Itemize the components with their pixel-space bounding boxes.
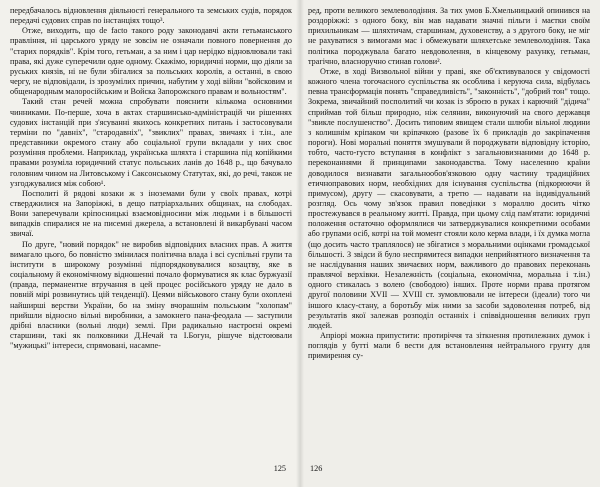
paragraph: передбачалось відновлення діяльності генерального та земських судів, порядок передачі судових справ по інстанціях тощо³. (10, 6, 292, 26)
paragraph: ред, проти великого землеволодіння. За тих умов Б.Хмельницький опинився на роздоріжжі: з одного боку, він мав надавати значні пільги і маєтки своїм прихильникам — шляхтичам, старшинам, духовенству, а з другого боку, не міг не рахуватися з вимогами мас і обмежувати шляхетське землеволодіння. Така політика породжувала багато невдоволення, в кінцевому рахунку, гетьман, трагічно, власноручно стинав голови². (308, 6, 590, 66)
paragraph: Посполиті й рядові козаки ж з іноземами були у своїх правах, котрі стверджилися на Запоріжжі, в дещо патріархальних общинах, на слободах. Вони заперечували кріпосницькі взаємовідносини між людьми і в більшості випадків спиралися не на писемні джерела, а встановлені й викарбувані часом звичаї. (10, 188, 292, 239)
right-page-text (308, 6, 590, 460)
paragraph: Отже, виходить, що de facto такого роду законодавчі акти гетьманського правління, ні царського уряду не зовсім не означали повного повернення до "старих порядків". Крім того, гетьман, а за ним і цар нерідко відновлювали такі права, які дуже суперечили одне одному. Скажімо, юридичні норми, що діяли за руських князів, ні не були збігалися за польських королів, а останні, в свою чергу, не відповідали, із зрозумілих причин, набутим у ході війни "войсковим и общенародным малоросійським и Войска Запорожского правам и вольностям". (10, 26, 292, 97)
left-page-text (10, 6, 292, 460)
paragraph: Такий стан речей можна спробувати пояснити кількома основними чинниками. По-перше, хоча в актах старшинсько-адміністрацій чи рішеннях судових інстанцій при з'ясуванні якихось конкретних питань і застосовували терміни по "давніх", "стародавніх", "звиклих" правах, звичаях і т.ін., але представники окремого стану або соціальної групи вкладали у них своє розуміння проблеми. Наприклад, українська шляхта і старшина під копійкими правами розуміла юридичний статус польських ланів до 1648 р., що бачувало головним чином на Литовському і Саксонському Статутах, які, до речі, також не узгоджувалися між собою¹. (10, 97, 292, 188)
page-number: 126 (310, 464, 323, 473)
paragraph: По друге, "новий порядок" не виробив відповідних власних прав. А життя вимагало цього, бо повністю змінилася політична влада і всі суспільні групи та інститути в широкому розумінні підпорядковувалися козацтву, яке в соціальному й економічному відношенні почало формуватися як клас буржуазії (правда, перманентне втручання в цей процес російського уряду не дало в повній мірі розвинутись цій тенденції). Цеями військового стану були охоплені найширші верстви України, бо на зміну вчорашнім польським "холопам" прийшли відносно вільні виробники, а замокнего пана-феодала — заступили дрібні власники (вольні люди) землі. При радикально настроєні окремі старшини, такі як полковники Д.Нечай та І.Богун, рішуче відстоювали "мужицькі" інтереси, спрямовані, насампе- (10, 239, 292, 351)
page-number: 125 (273, 464, 286, 473)
paragraph: Отже, в ході Визвольної війни у праві, яке об'єктивувалося у свідомості кожного члена тогочасного суспільства як особлива і керуюча сила, відбулась певна трансформація понять "справедливість", "законність", "добрий тон" тощо. Зокрема, звичайний посполитий чи козак із зброєю в руках і карючий "дідича" сприймав той більш природно, ніж селянин, виконуючий на свого державця "звикле послушенство". Досить типовим явищем стали шлюби вільної людини з колишнім кріпаком чи кріпачкою (разове їх 6 прикладів до закріпачення пороги). Нові моральні поняття змушували й породжувати відповідну історію, тобто, часто-густо вступання в конфлікт з загальновизнаними до 1648 р. переконаннями й принципами законодавства. Тому населенню країни доводилося визнавати загальнообов'язковою одну частину традиційних етичноправових норм, необхідних для існування суспільства (підкорюючи й примусом), другу — скасовувати, а третю — надавати на індивідуальний розгляд. Ось чому зв'язок правил поведінки з мораллю досить чітко простежувався в реальному житті. Правда, при цьому слід пам'ятати: юридичні положення остаточно оформлялися чи затверджувалися конкретними особами або групами осіб, котрі на той момент стояли коло керма влади, і їх думка могла (що досить часто траплялося) не збігатися з моральними оцінками громадської більшості. З звідси й було неспрямитеся випадки неприйнятного визначення та не наслідування наших звичаєвих норм, важливого до правових переконань правлячої верхівки. Незалежність (соціальна, економічна, моральна і т.ін.) одного стикалась з волею (свободою) інших. Проте норми права протягом другої половини XVII — XVIII ст. зумовлювали не інтереси (ідеали) того чи іншого класу-стану, а боротьбу між ними за засоби задоволення потреб, від результатів якої залежав розподіл останніх і співвідношення великих груп людей. (308, 66, 590, 330)
paragraph: Апріорі можна припустити: протиріччя та зіткнення протилежних думок і поглядів у бутті мали б вести для встановлення нейтрального грунту для примирення су- (308, 331, 590, 361)
right-page (300, 0, 600, 487)
